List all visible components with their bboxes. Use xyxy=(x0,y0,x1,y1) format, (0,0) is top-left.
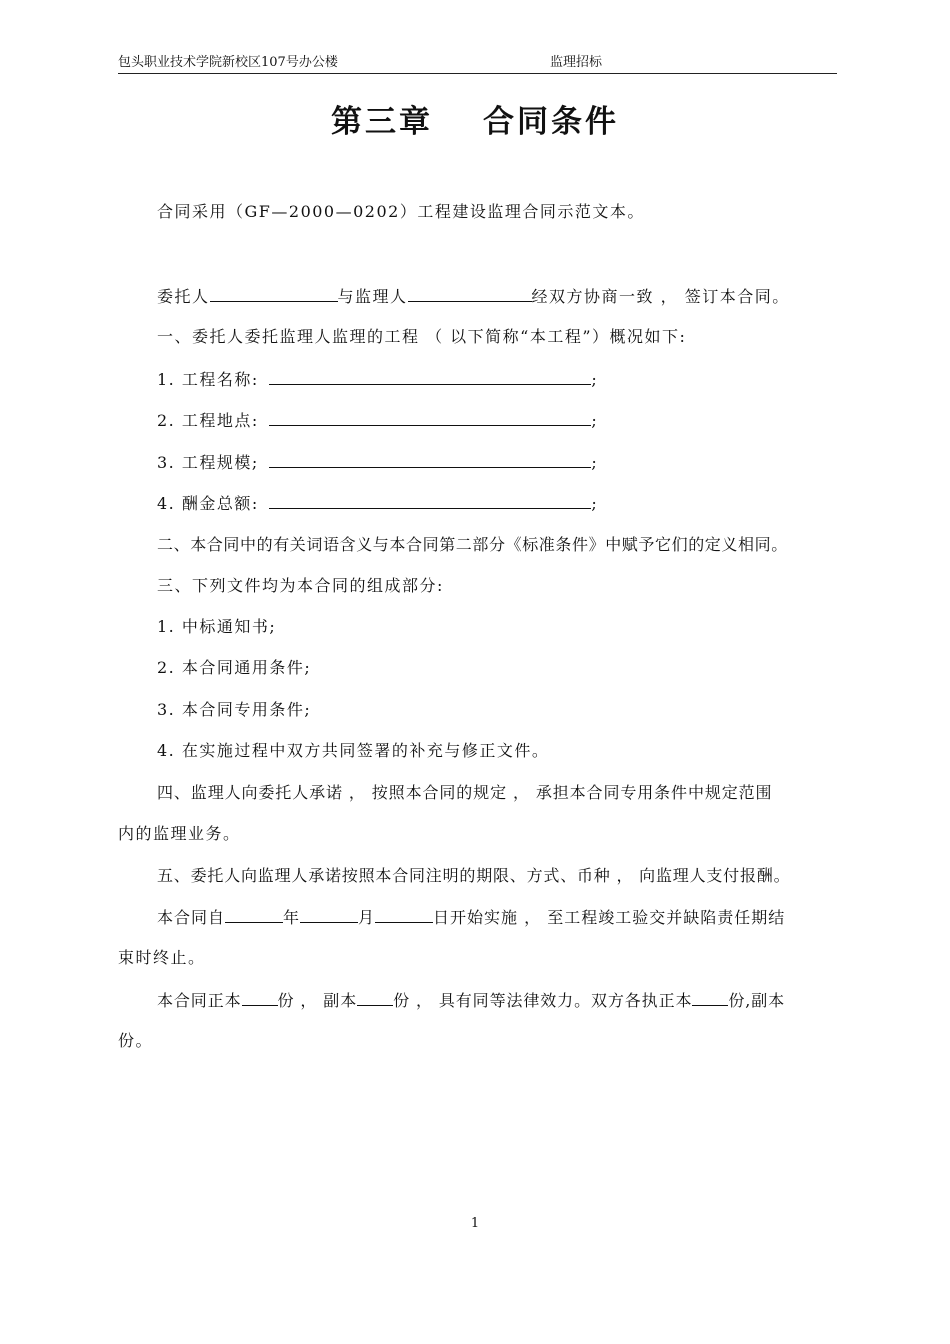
section-three: 三、下列文件均为本合同的组成部分: xyxy=(157,576,444,595)
project-item-blank xyxy=(269,492,591,509)
project-item-end: ; xyxy=(591,411,599,430)
project-item-blank xyxy=(269,368,591,385)
parties-line xyxy=(157,285,790,308)
term-suffix: 日开始实施 ， 至工程竣工验交并缺陷责任期结 xyxy=(433,908,786,927)
copies-line2: 份。 xyxy=(118,1031,154,1050)
header-section-name: 监理招标 xyxy=(550,55,603,70)
client-label: 委托人 xyxy=(157,287,210,306)
project-item-label: 2. 工程地点: xyxy=(157,411,259,430)
copies-line xyxy=(157,989,785,1012)
page-number: 1 xyxy=(470,1216,480,1231)
section-five: 五、委托人向监理人承诺按照本合同注明的期限、方式、币种 ， 向监理人支付报酬。 xyxy=(157,866,791,885)
term-year-label: 年 xyxy=(283,908,301,927)
project-item-blank xyxy=(269,451,591,468)
day-blank xyxy=(375,906,433,923)
original-count-blank xyxy=(242,989,278,1006)
chapter-name: 合同条件 xyxy=(483,104,619,140)
project-item-end: ; xyxy=(591,494,599,513)
supervisor-label: 与监理人 xyxy=(337,287,408,306)
section-one: 一、委托人委托监理人监理的工程 （ 以下简称“本工程”）概况如下: xyxy=(157,327,687,346)
copies-part3: 份,副本 xyxy=(728,991,786,1010)
copies-prefix: 本合同正本 xyxy=(157,991,242,1010)
project-item-label: 3. 工程规模; xyxy=(157,453,259,472)
section-two: 二、本合同中的有关词语含义与本合同第二部分《标准条件》中赋予它们的定义相同。 xyxy=(157,535,788,554)
header-project-name: 包头职业技术学院新校区107号办公楼 xyxy=(118,55,338,70)
chapter-title xyxy=(0,100,950,144)
agreement-text: 经双方协商一致 ， 签订本合同。 xyxy=(531,287,790,306)
page-header xyxy=(118,54,837,74)
client-blank xyxy=(210,285,338,302)
month-blank xyxy=(300,906,358,923)
document-item: 4. 在实施过程中双方共同签署的补充与修正文件。 xyxy=(157,741,550,760)
project-item xyxy=(157,409,598,432)
project-item-label: 1. 工程名称: xyxy=(157,370,259,389)
project-item xyxy=(157,368,598,391)
copies-part1: 份 ， 副本 xyxy=(277,991,358,1010)
section-four-line2: 内的监理业务。 xyxy=(118,824,241,843)
project-item-label: 4. 酬金总额: xyxy=(157,494,259,513)
chapter-number: 第三章 xyxy=(331,104,433,140)
intro-paragraph: 合同采用（GF—2000—0202）工程建设监理合同示范文本。 xyxy=(157,202,645,221)
document-item: 2. 本合同通用条件; xyxy=(157,658,312,677)
term-month-label: 月 xyxy=(358,908,376,927)
copies-part2: 份 ， 具有同等法律效力。双方各执正本 xyxy=(393,991,693,1010)
term-prefix: 本合同自 xyxy=(157,908,226,927)
project-item-end: ; xyxy=(591,453,599,472)
term-line xyxy=(157,906,785,929)
year-blank xyxy=(225,906,283,923)
project-item-end: ; xyxy=(591,370,599,389)
supervisor-blank xyxy=(408,285,532,302)
project-item xyxy=(157,451,598,474)
term-line2: 束时终止。 xyxy=(118,948,206,967)
each-original-blank xyxy=(692,989,728,1006)
project-item xyxy=(157,492,598,515)
document-item: 3. 本合同专用条件; xyxy=(157,700,312,719)
section-four-line1: 四、监理人向委托人承诺 ， 按照本合同的规定 ， 承担本合同专用条件中规定范围 xyxy=(157,783,773,802)
project-item-blank xyxy=(269,409,591,426)
document-item: 1. 中标通知书; xyxy=(157,617,277,636)
duplicate-count-blank xyxy=(357,989,393,1006)
